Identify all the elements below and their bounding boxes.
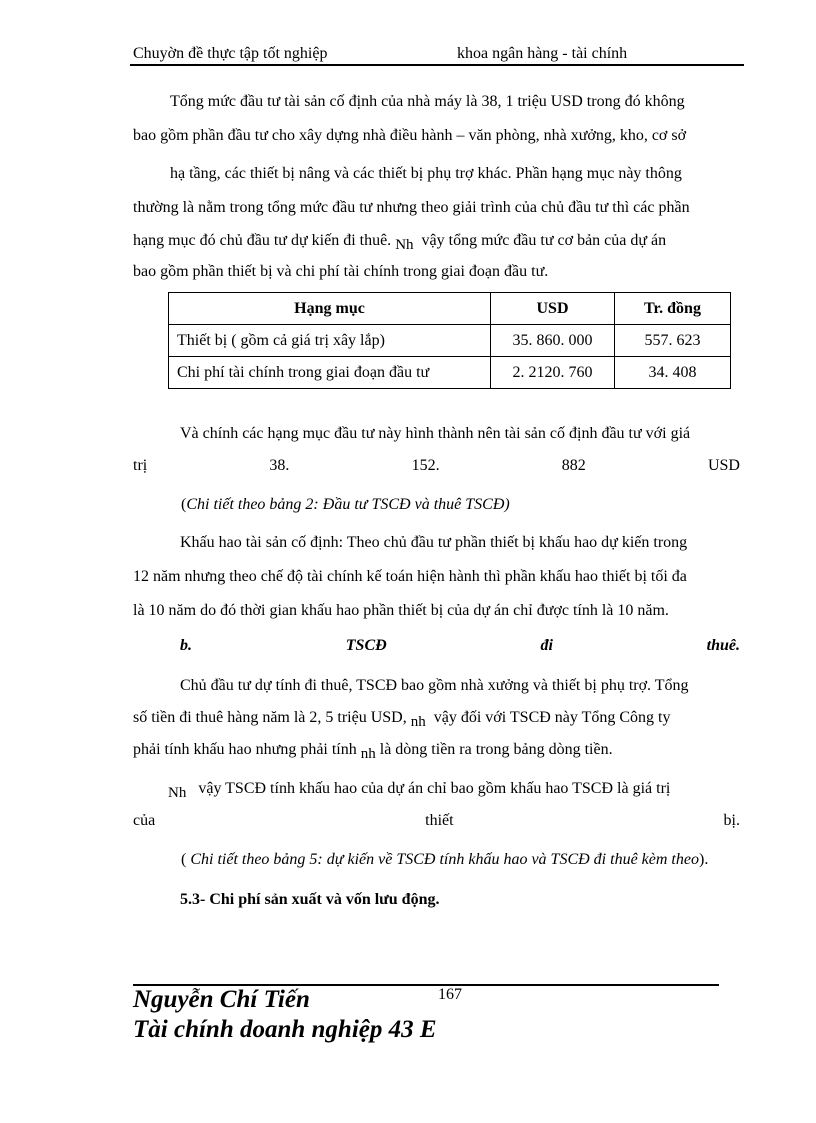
- header-right: khoa ngân hàng - tài chính: [457, 45, 628, 62]
- para4-line2-text-b: vậy đối với TSCĐ này Tổng Công ty: [433, 709, 671, 726]
- para3-line1: Khấu hao tài sản cố định: Theo chủ đầu tư phần thiết bị khấu hao dự kiến trong: [180, 534, 688, 551]
- header-divider: [130, 64, 744, 66]
- table-cell: 557. 623: [615, 325, 731, 357]
- page-number: 167: [438, 986, 462, 1003]
- table-cell: Thiết bị ( gồm cả giá trị xây lắp): [169, 325, 491, 357]
- para2-paren: (: [181, 496, 187, 513]
- para4-line1: Chủ đầu tư dự tính đi thuê, TSCĐ bao gồm nhà xưởng và thiết bị phụ trợ. Tổng: [180, 677, 689, 694]
- para4-line2-text-a: số tiền đi thuê hàng năm là 2, 5 triệu USD,: [133, 709, 407, 726]
- para5-line1-text: vậy TSCĐ tính khấu hao của dự án chỉ bao gồm khấu hao TSCĐ là giá trị: [198, 780, 671, 797]
- para4-line2: [133, 708, 671, 728]
- para5-line1: [168, 779, 670, 799]
- table-row: [169, 357, 731, 389]
- para1-line5-text-a: hạng mục đó chủ đầu tư dự kiến đi thuê.: [133, 232, 392, 249]
- para4-line3-text-b: là dòng tiền ra trong bảng dòng tiền.: [379, 741, 613, 758]
- para4-line3: [133, 740, 613, 760]
- para2-word: 882: [561, 457, 586, 474]
- para2-line2: [133, 456, 740, 476]
- footer-author: Nguyễn Chí Tiến: [133, 986, 310, 1013]
- footer-class: Tài chính doanh nghiệp 43 E: [133, 1016, 437, 1043]
- heading-b-word: b.: [180, 637, 192, 654]
- table-cell: 34. 408: [615, 357, 731, 389]
- table-header-cell: USD: [491, 293, 615, 325]
- table-cell: 35. 860. 000: [491, 325, 615, 357]
- section-heading: 5.3- Chi phí sản xuất và vốn lưu động.: [180, 891, 440, 908]
- table-header-cell: Hạng mục: [169, 293, 491, 325]
- para2-line3: [181, 495, 510, 515]
- para2-line1: Và chính các hạng mục đầu tư này hình thành nên tài sản cố định đầu tư với giá: [180, 425, 691, 442]
- table-row: [169, 325, 731, 357]
- para2-word: 152.: [411, 457, 440, 474]
- para1-line2: bao gồm phần đầu tư cho xây dựng nhà điều hành – văn phòng, nhà xưởng, kho, cơ sở: [133, 127, 687, 144]
- table-header-row: [169, 293, 731, 325]
- heading-b: [180, 636, 740, 656]
- para5-line1-nh: Nh: [168, 785, 187, 801]
- para5-reference: Chi tiết theo bảng 5: dự kiến về TSCĐ tính khấu hao và TSCĐ đi thuê kèm theo: [190, 851, 699, 868]
- para5-line2: [133, 811, 740, 831]
- para1-line5-nh: Nh: [395, 237, 414, 253]
- para1-line5-text-b: vậy tổng mức đầu tư cơ bản của dự án: [421, 232, 667, 249]
- para4-line2-nh: nh: [410, 714, 426, 730]
- para1-line1: Tổng mức đầu tư tài sản cố định của nhà máy là 38, 1 triệu USD trong đó không: [170, 93, 685, 110]
- para3-line2: 12 năm nhưng theo chế độ tài chính kế toán hiện hành thì phần khấu hao thiết bị tối đa: [133, 568, 687, 585]
- para4-line3-text-a: phải tính khấu hao nhưng phải tính: [133, 741, 357, 758]
- header-left: Chuyờn đề thực tập tốt nghiệp: [133, 45, 328, 62]
- table-header-cell: Tr. đồng: [615, 293, 731, 325]
- para2-word: USD: [707, 457, 740, 474]
- para1-line4: thường là nằm trong tổng mức đầu tư nhưng theo giải trình của chủ đầu tư thì các phần: [133, 199, 690, 216]
- para5-word: thiết: [425, 812, 454, 829]
- para2-reference: Chi tiết theo bảng 2: Đầu tư TSCĐ và thuê TSCĐ): [186, 496, 510, 513]
- para5-paren-open: (: [181, 851, 187, 868]
- investment-table: [168, 292, 731, 389]
- para1-line6: bao gồm phần thiết bị và chi phí tài chính trong giai đoạn đầu tư.: [133, 263, 549, 280]
- table-cell: 2. 2120. 760: [491, 357, 615, 389]
- para4-line3-nh: nh: [360, 746, 376, 762]
- para2-word: trị: [133, 457, 148, 474]
- heading-b-word: thuê.: [706, 637, 740, 654]
- heading-b-word: đi: [540, 637, 553, 654]
- para1-line5: [133, 231, 666, 251]
- para3-line3: là 10 năm do đó thời gian khấu hao phần thiết bị của dự án chỉ được tính là 10 năm.: [133, 602, 669, 619]
- heading-b-word: TSCĐ: [345, 637, 387, 654]
- para2-word: 38.: [269, 457, 290, 474]
- para5-line3: [181, 850, 708, 870]
- para5-word: bị.: [723, 812, 740, 829]
- para5-word: của: [133, 812, 156, 829]
- para5-paren-close: ).: [698, 851, 709, 868]
- para1-line3: hạ tầng, các thiết bị nâng và các thiết bị phụ trợ khác. Phần hạng mục này thông: [170, 165, 682, 182]
- table-cell: Chi phí tài chính trong giai đoạn đầu tư: [169, 357, 491, 389]
